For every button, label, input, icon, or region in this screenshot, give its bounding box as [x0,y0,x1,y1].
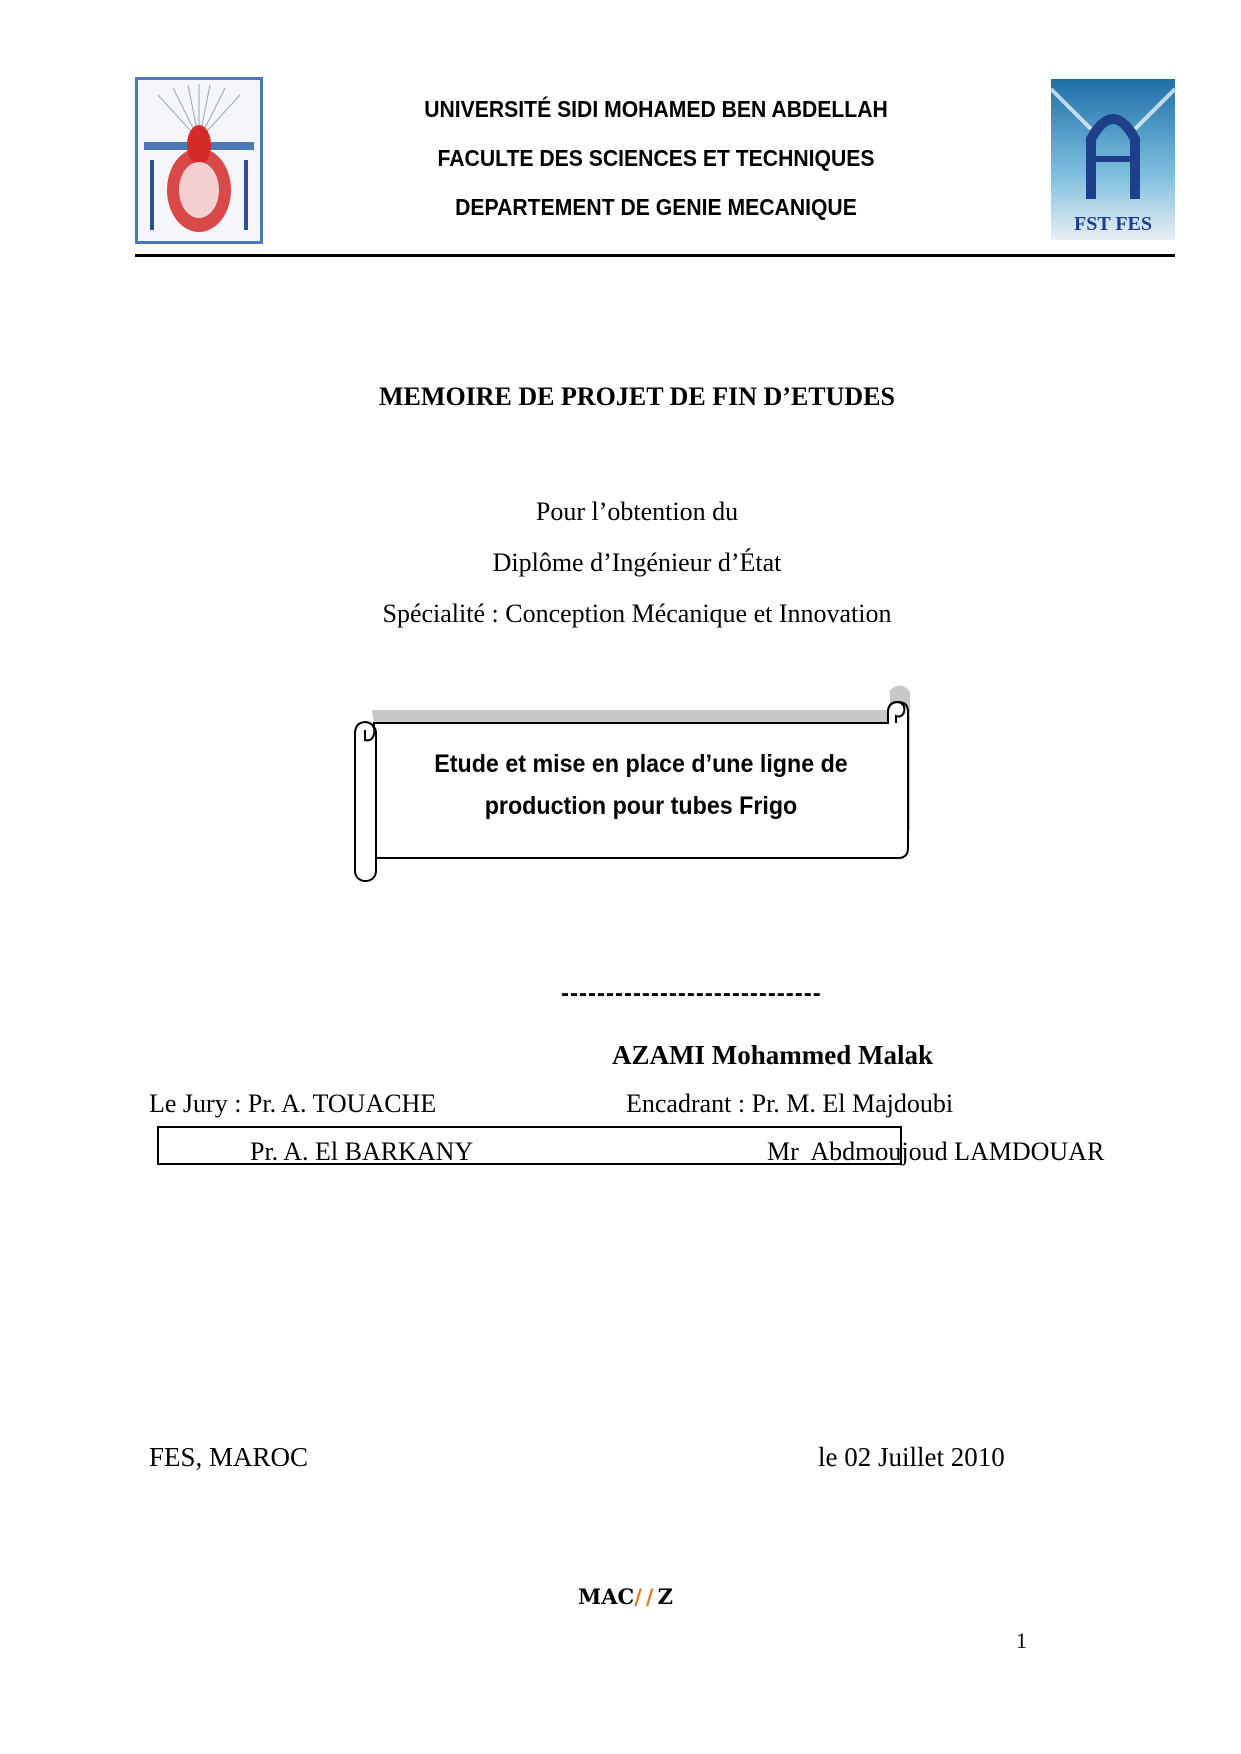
author-name: AZAMI Mohammed Malak [612,1040,933,1070]
purpose-line-3: Spécialité : Conception Mécanique et Innovation [382,599,892,628]
university-logo [135,77,263,244]
subject-line-2: production pour tubes Frigo [484,792,798,820]
place: FES, MAROC [149,1442,309,1472]
fst-fes-logo [1051,79,1175,240]
supervisor-2: Mr Abdmoujoud LAMDOUAR [767,1137,1105,1166]
supervisor-line: Encadrant : Pr. M. El Majdoubi [626,1089,954,1118]
document-title: MEMOIRE DE PROJET DE FIN D’ETUDES [379,382,895,411]
fst-fes-logo-text: FST FES [1074,213,1152,235]
jury-member-2: Pr. A. El BARKANY [250,1137,474,1166]
footer-mark [578,1584,673,1609]
footer-mark-slashes: // [634,1584,658,1609]
department-name: DEPARTEMENT DE GENIE MECANIQUE [455,194,857,220]
footer-mark-b: Z [657,1584,673,1609]
university-name: UNIVERSITÉ SIDI MOHAMED BEN ABDELLAH [424,96,888,122]
page-number: 1 [1016,1628,1027,1653]
footer-mark-a: MAC [578,1584,635,1609]
faculty-name: FACULTE DES SCIENCES ET TECHNIQUES [437,145,875,171]
purpose-line-1: Pour l’obtention du [535,497,739,526]
header-rule [135,254,1175,257]
purpose-line-2: Diplôme d’Ingénieur d’État [492,548,782,577]
jury-line: Le Jury : Pr. A. TOUACHE [149,1089,437,1118]
subject-scroll-banner [350,680,920,890]
separator-dashes: ----------------------------- [561,980,822,1007]
date: le 02 Juillet 2010 [818,1442,1005,1472]
subject-line-1: Etude et mise en place d’une ligne de [434,750,848,778]
